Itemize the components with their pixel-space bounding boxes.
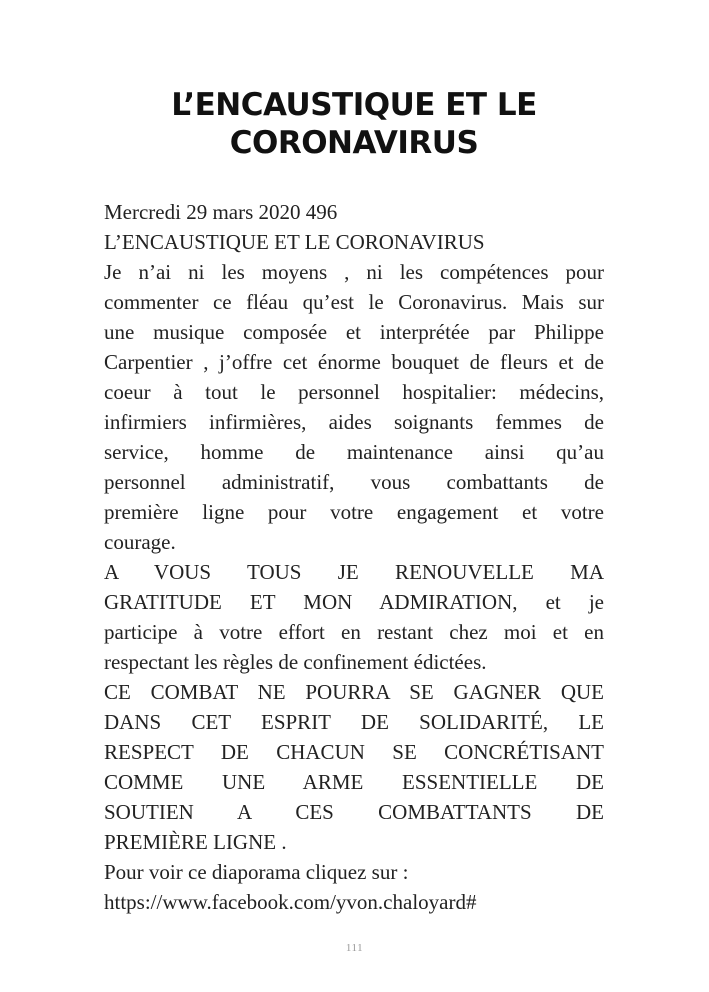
date-line: Mercredi 29 mars 2020 496 xyxy=(104,200,338,224)
text-line: service, homme de maintenance ainsi qu’au xyxy=(104,440,604,464)
text-line: COMME UNE ARME ESSENTIELLE DE xyxy=(104,770,604,794)
paragraph-3 xyxy=(104,677,604,857)
text-line: respectant les règles de confinement édictées. xyxy=(104,650,487,674)
paragraph-2 xyxy=(104,557,604,677)
page-title xyxy=(104,86,604,162)
text-line: DANS CET ESPRIT DE SOLIDARITÉ, LE xyxy=(104,710,604,734)
text-line: GRATITUDE ET MON ADMIRATION, et je xyxy=(104,590,604,614)
link-intro: Pour voir ce diaporama cliquez sur : xyxy=(104,860,409,884)
text-line: coeur à tout le personnel hospitalier: médecins, xyxy=(104,380,604,404)
text-line: PREMIÈRE LIGNE . xyxy=(104,830,287,854)
page-number: 111 xyxy=(345,942,364,954)
text-line: RESPECT DE CHACUN SE CONCRÉTISANT xyxy=(104,740,604,764)
facebook-link[interactable]: https://www.facebook.com/yvon.chaloyard# xyxy=(104,890,477,914)
paragraph-1 xyxy=(104,257,604,557)
text-line: personnel administratif, vous combattants de xyxy=(104,470,604,494)
text-line: commenter ce fléau qu’est le Coronavirus. Mais sur xyxy=(104,290,604,314)
text-line: courage. xyxy=(104,530,176,554)
text-line: infirmiers infirmières, aides soignants femmes de xyxy=(104,410,604,434)
text-line: CE COMBAT NE POURRA SE GAGNER QUE xyxy=(104,680,604,704)
text-line: SOUTIEN A CES COMBATTANTS DE xyxy=(104,800,604,824)
article-body xyxy=(104,197,604,917)
page-title-line-1: L’ENCAUSTIQUE ET LE xyxy=(171,87,537,123)
text-line: Je n’ai ni les moyens , ni les compétences pour xyxy=(104,260,604,284)
text-line: une musique composée et interprétée par Philippe xyxy=(104,320,604,344)
text-line: participe à votre effort en restant chez moi et en xyxy=(104,620,604,644)
article-subtitle: L’ENCAUSTIQUE ET LE CORONAVIRUS xyxy=(104,230,485,254)
text-line: première ligne pour votre engagement et votre xyxy=(104,500,604,524)
text-line: A VOUS TOUS JE RENOUVELLE MA xyxy=(104,560,604,584)
text-line: Carpentier , j’offre cet énorme bouquet de fleurs et de xyxy=(104,350,604,374)
page-title-line-2: CORONAVIRUS xyxy=(229,125,479,161)
